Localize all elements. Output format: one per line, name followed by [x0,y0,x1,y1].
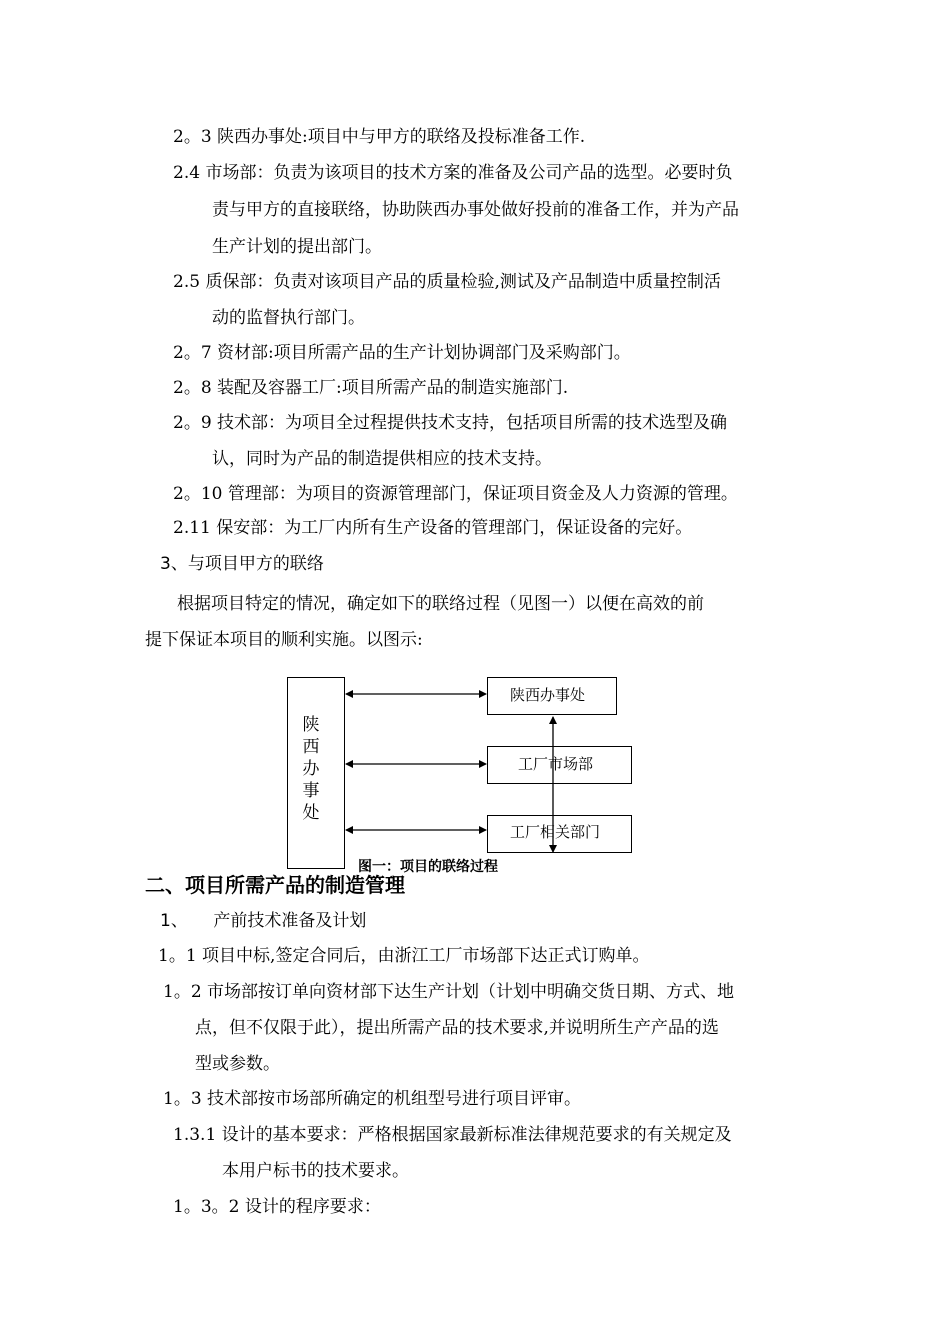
item-1-2-line1: 1。2 市场部按订单向资材部下达生产计划（计划中明确交货日期、方式、地 [163,982,735,1002]
item-1-1: 1。1 项目中标,签定合同后，由浙江工厂市场部下达正式订购单。 [158,946,650,966]
section-3-paragraph-line1: 根据项目特定的情况，确定如下的联络过程（见图一）以便在高效的前 [177,594,704,614]
diagram-caption: 图一：项目的联络过程 [358,859,498,875]
part-2-heading: 二、项目所需产品的制造管理 [145,873,405,897]
box-factory-marketing-label: 工厂市场部 [518,755,594,773]
item-2-4-line2: 责与甲方的直接联络，协助陕西办事处做好投前的准备工作，并为产品 [212,200,739,220]
item-2-10: 2。10 管理部：为项目的资源管理部门，保证项目资金及人力资源的管理。 [173,484,738,504]
item-2-3: 2。3 陕西办事处:项目中与甲方的联络及投标准备工作. [173,127,586,147]
item-2-5-line2: 动的监督执行部门。 [212,308,365,328]
item-1-3-1-line1: 1.3.1 设计的基本要求：严格根据国家最新标准法律规范要求的有关规定及 [173,1125,732,1145]
section-3-heading: 3、与项目甲方的联络 [160,554,324,574]
left-box-label: 陕西办事处 [302,715,320,823]
section-3-paragraph-line2: 提下保证本项目的顺利实施。以图示: [145,630,423,650]
item-2-5-line1: 2.5 质保部：负责对该项目产品的质量检验,测试及产品制造中质量控制活 [173,272,721,292]
item-1-2-line2: 点，但不仅限于此），提出所需产品的技术要求,并说明所生产产品的选 [195,1018,719,1038]
item-2-7: 2。7 资材部:项目所需产品的生产计划协调部门及采购部门。 [173,343,631,363]
item-2-11: 2.11 保安部：为工厂内所有生产设备的管理部门，保证设备的完好。 [173,518,693,538]
item-1-3-1-line2: 本用户标书的技术要求。 [222,1161,409,1181]
item-2-4-line1: 2.4 市场部：负责为该项目的技术方案的准备及公司产品的选型。必要时负 [173,163,733,183]
item-2-9-line1: 2。9 技术部：为项目全过程提供技术支持，包括项目所需的技术选型及确 [173,413,728,433]
item-1-3: 1。3 技术部按市场部所确定的机组型号进行项目评审。 [163,1089,582,1109]
item-2-9-line2: 认，同时为产品的制造提供相应的技术支持。 [212,449,552,469]
item-2-8: 2。8 装配及容器工厂:项目所需产品的制造实施部门. [173,378,569,398]
box-shaanxi-office-label: 陕西办事处 [510,686,586,704]
item-2-4-line3: 生产计划的提出部门。 [212,237,382,257]
item-1-2-line3: 型或参数。 [195,1054,280,1074]
item-1-3-2: 1。3。2 设计的程序要求： [173,1197,381,1217]
subsection-1-heading: 1、 产前技术准备及计划 [160,911,367,931]
box-factory-related-label: 工厂相关部门 [510,823,601,841]
